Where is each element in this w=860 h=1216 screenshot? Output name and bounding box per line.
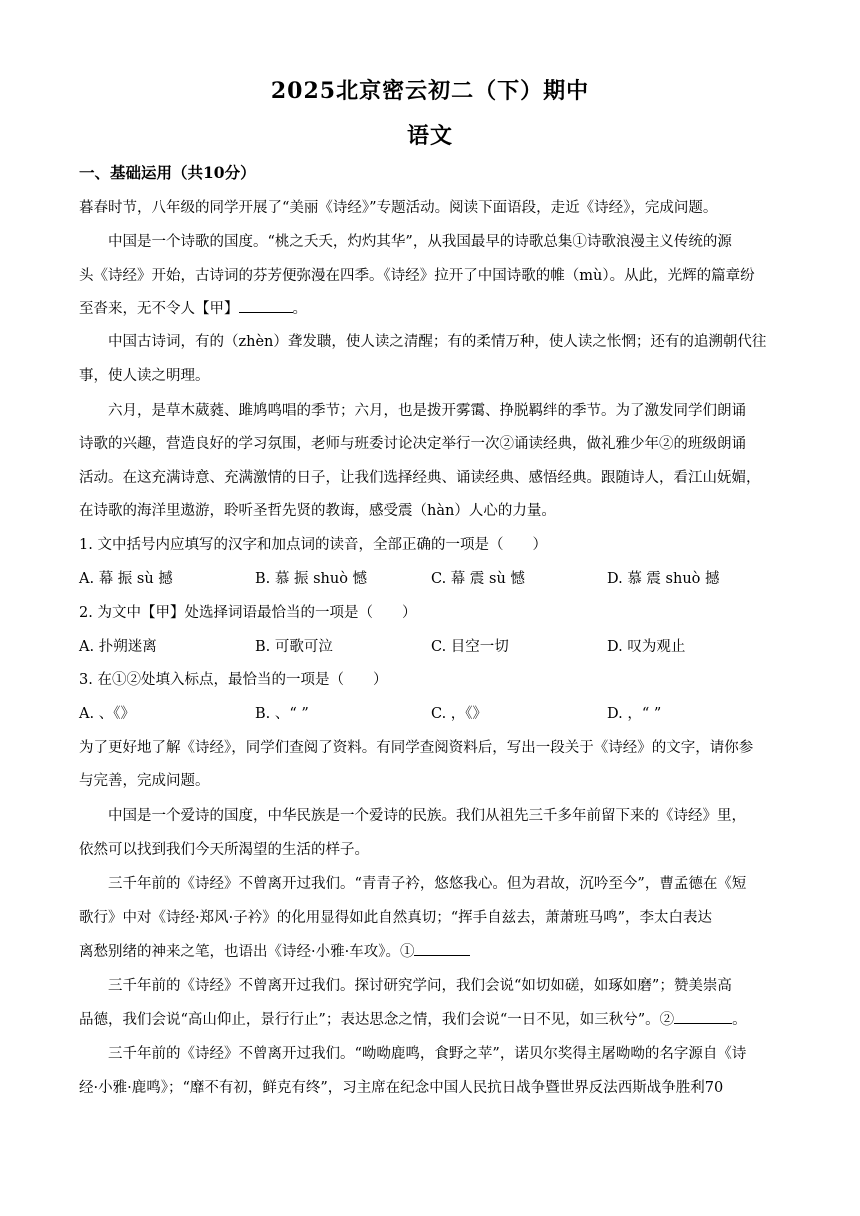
answer-blank-1[interactable] xyxy=(414,943,470,956)
passage2-line: 三千年前的《诗经》不曾离开过我们。“青青子衿，悠悠我心。但为君故，沉吟至今”，曹孟德在《短 xyxy=(108,876,747,892)
passage1-line: 头《诗经》开始，古诗词的芬芳便弥漫在四季。《诗经》拉开了中国诗歌的帷（mù）。从此，光辉的篇章纷 xyxy=(79,268,755,284)
end-mark: 。 xyxy=(292,301,307,317)
option-b[interactable]: B. 慕 振 shuò 憾 xyxy=(255,571,368,587)
period-mark: 。 xyxy=(732,1012,747,1028)
question-2-options xyxy=(79,637,784,657)
passage2-line-blank xyxy=(79,1010,784,1030)
intro2-line: 为了更好地了解《诗经》，同学们查阅了资料。有同学查阅资料后，写出一段关于《诗经》的文字，请你参 xyxy=(79,740,754,756)
intro2-line: 与完善，完成问题。 xyxy=(79,773,210,789)
passage2-line: 经·小雅·鹿鸣》；“靡不有初，鲜克有终”，习主席在纪念中国人民抗日战争暨世界反法西斯战争胜利70 xyxy=(79,1080,724,1096)
answer-blank-2[interactable] xyxy=(674,1011,732,1024)
option-a[interactable]: A. 、《》 xyxy=(79,706,135,722)
answer-blank[interactable] xyxy=(239,300,293,313)
question-1-options xyxy=(79,569,784,589)
intro-text: 暮春时节，八年级的同学开展了“美丽《诗经》”专题活动。阅读下面语段，走近《诗经》，完成问题。 xyxy=(79,200,718,216)
page-title: 2025北京密云初二（下）期中 xyxy=(270,78,590,104)
passage1-line: 诗歌的兴趣，营造良好的学习氛围，老师与班委讨论决定举行一次②诵读经典，做礼雅少年②的班级朗诵 xyxy=(79,436,746,452)
question-3-stem: 3. 在①②处填入标点，最恰当的一项是（ ） xyxy=(79,672,388,688)
question-2-stem: 2. 为文中【甲】处选择词语最恰当的一项是（ ） xyxy=(79,605,417,621)
passage2-line: 三千年前的《诗经》不曾离开过我们。探讨研究学问，我们会说“如切如磋，如琢如磨”；赞美崇高 xyxy=(108,978,732,994)
subject-title: 语文 xyxy=(406,123,453,149)
option-b[interactable]: B. 、“ ” xyxy=(255,706,309,722)
option-c[interactable]: C. 目空一切 xyxy=(431,639,509,655)
passage1-line-blank xyxy=(79,299,784,319)
passage2-line: 依然可以找到我们今天所渴望的生活的样子。 xyxy=(79,842,369,858)
option-d[interactable]: D. 叹为观止 xyxy=(607,639,686,655)
passage2-line: 中国是一个爱诗的国度，中华民族是一个爱诗的民族。我们从祖先三千多年前留下来的《诗经》里， xyxy=(108,808,746,824)
option-d[interactable]: D. ，“ ” xyxy=(607,706,662,722)
passage1-line: 中国古诗词，有的（zhèn）聋发聩，使人读之清醒；有的柔情万种，使人读之怅惘；还有的追溯朝代往 xyxy=(108,334,767,350)
passage1-line: 六月，是草木葳蕤、雎鸠鸣唱的季节；六月，也是拨开雾霭、挣脱羁绊的季节。为了激发同学们朗诵 xyxy=(108,403,746,419)
question-3-options xyxy=(79,704,784,724)
passage2-text: 品德，我们会说“高山仰止，景行行止”；表达思念之情，我们会说“一日不见，如三秋兮”。② xyxy=(79,1012,675,1028)
option-a[interactable]: A. 幕 振 sù 撼 xyxy=(79,571,173,587)
option-b[interactable]: B. 可歌可泣 xyxy=(255,639,333,655)
option-d[interactable]: D. 慕 震 shuò 撼 xyxy=(607,571,720,587)
option-a[interactable]: A. 扑朔迷离 xyxy=(79,639,157,655)
passage1-line: 在诗歌的海洋里遨游，聆听圣哲先贤的教诲，感受震（hàn）人心的力量。 xyxy=(79,503,556,519)
passage1-text: 至沓来，无不令人【甲】 xyxy=(79,301,239,317)
passage2-line: 歌行》中对《诗经·郑风·子衿》的化用显得如此自然真切；“挥手自兹去，萧萧班马鸣”，李太白表达 xyxy=(79,910,713,926)
option-c[interactable]: C. 幕 震 sù 憾 xyxy=(431,571,525,587)
section-heading: 一、基础运用（共10分） xyxy=(79,163,256,182)
passage2-text: 离愁别绪的神来之笔，也语出《诗经·小雅·车攻》。① xyxy=(79,944,415,960)
passage1-line: 活动。在这充满诗意、充满激情的日子，让我们选择经典、诵读经典、感悟经典。跟随诗人，看江山妩媚， xyxy=(79,470,761,486)
option-c[interactable]: C. ，《》 xyxy=(431,706,488,722)
passage1-line: 事，使人读之明理。 xyxy=(79,368,210,384)
question-1-stem: 1. 文中括号内应填写的汉字和加点词的读音，全部正确的一项是（ ） xyxy=(79,537,547,553)
passage1-line: 中国是一个诗歌的国度。“桃之夭夭，灼灼其华”，从我国最早的诗歌总集①诗歌浪漫主义传统的源 xyxy=(108,234,732,250)
passage2-line: 三千年前的《诗经》不曾离开过我们。“呦呦鹿鸣，食野之苹”，诺贝尔奖得主屠呦呦的名字源自《诗 xyxy=(108,1046,747,1062)
passage2-line-blank xyxy=(79,942,784,962)
